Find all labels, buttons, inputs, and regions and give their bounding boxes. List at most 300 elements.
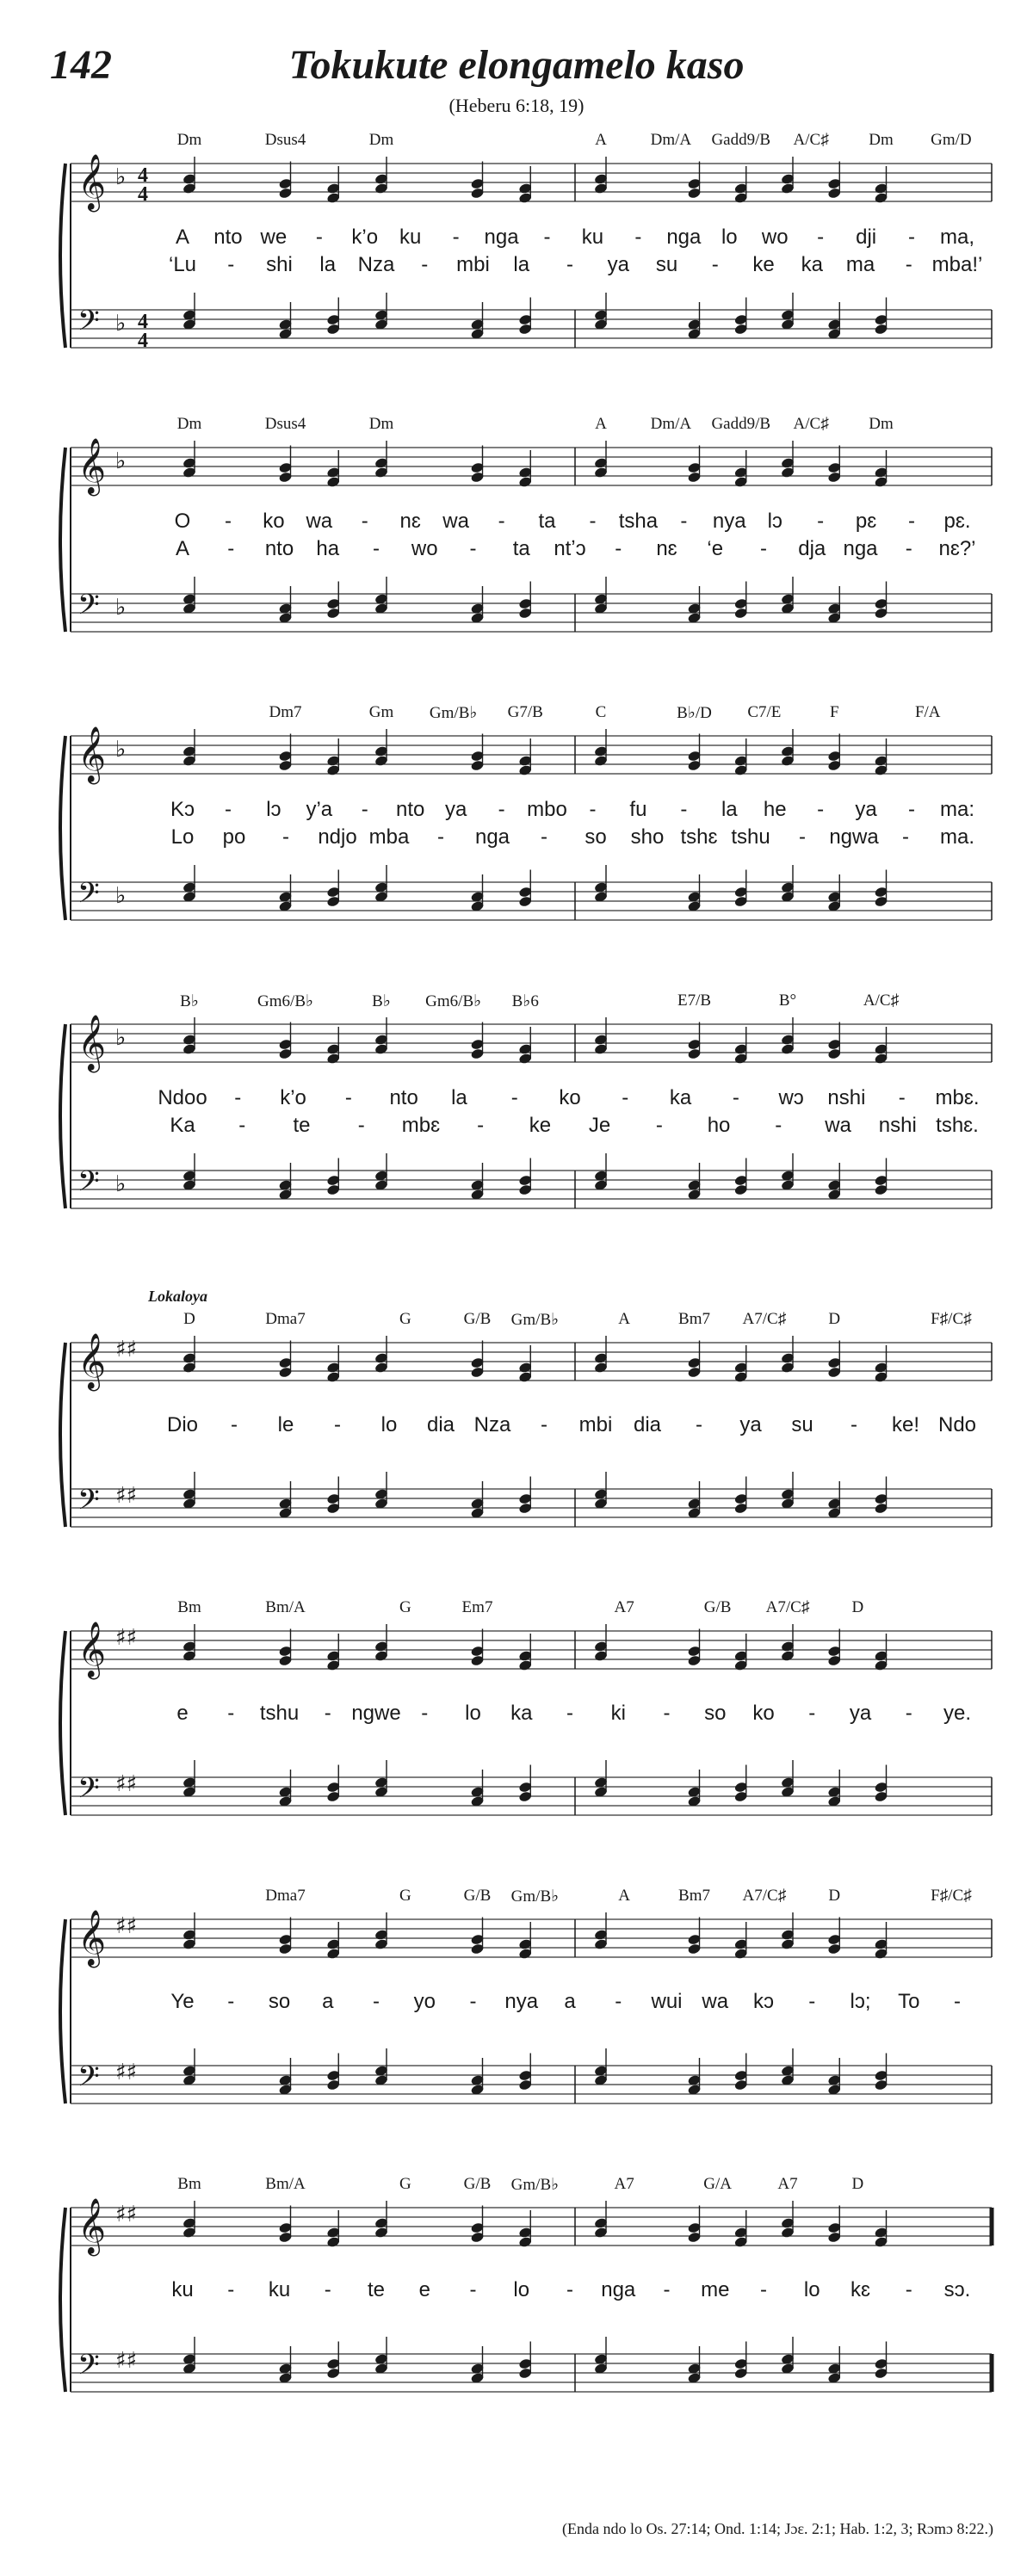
chord-symbol: Dsus4 [264,415,306,433]
lyric-syllable: ki [610,1702,626,1725]
chord-symbol: F♯/C♯ [931,1310,972,1328]
flat-icon: ♭ [115,164,127,190]
lyric-syllable: - [680,510,688,533]
chord-symbol: B° [778,991,797,1010]
chord-symbol: Gm/B♭ [510,1887,560,1906]
lyric-syllable: - [634,225,642,249]
lyric-syllable: wui [651,1990,683,2013]
lyric-syllable: - [615,1990,622,2013]
sharp-icon: ♯♯ [115,2348,138,2374]
chord-symbol: A7 [777,2175,798,2193]
time-signature: 4 [138,164,148,187]
treble-clef-icon: 𝄞 [77,726,107,782]
lyric-syllable: lɔ; [850,1990,871,2013]
flat-icon: ♭ [115,1025,127,1051]
chord-symbol: Gm/B♭ [510,2176,560,2194]
chord-symbol: A [618,1887,630,1905]
sharp-icon: ♯♯ [115,1771,138,1797]
lyric-syllable: - [589,798,597,821]
brace [60,164,65,348]
chord-symbol: Dm [368,415,394,433]
lyric-syllable: ya [607,253,629,276]
chord-symbol: Dma7 [265,1887,306,1905]
lyric-syllable: nga [484,225,519,249]
lyric-syllable: ‘e [707,537,724,560]
sharp-icon: ♯♯ [115,1913,138,1939]
chord-symbol: Dm [869,131,894,149]
lyric-syllable: wo [761,225,789,249]
lyric-syllable: nto [264,537,294,560]
chord-symbol: G/B [463,2175,492,2193]
bass-clef-icon: 𝄢 [77,1484,100,1523]
lyric-syllable: - [373,1990,380,2013]
lyric-syllable: nto [396,798,425,821]
lyric-syllable: wa [306,510,333,533]
lyric-syllable: tsha [618,510,659,533]
lyric-syllable: so [704,1702,727,1725]
lyric-syllable: pɛ [855,510,877,533]
lyric-syllable: nga [474,825,510,849]
time-signature: 4 [138,330,148,352]
lyric-syllable: - [799,825,806,849]
chord-symbol: Bm7 [678,1310,710,1328]
chord-symbol: Dm [869,415,894,433]
flat-icon: ♭ [115,595,127,621]
lyric-syllable: - [469,1990,477,2013]
lyric-syllable: - [227,2278,235,2301]
chord-symbol: Dm7 [269,703,302,721]
lyric-syllable: kɔ [753,1990,774,2013]
chord-symbol: Dm/A [650,131,692,149]
bass-clef-icon: 𝄢 [77,305,100,344]
bass-clef-icon: 𝄢 [77,589,100,628]
lyric-syllable: lɔ [266,798,281,821]
chord-symbol: G [399,2175,411,2193]
bass-clef-icon: 𝄢 [77,1772,100,1812]
chord-symbol: B♭ [372,992,391,1010]
chord-symbol: D [851,1598,864,1616]
treble-clef-icon: 𝄞 [77,2198,107,2254]
lyric-syllable: ye. [943,1702,972,1725]
lyric-syllable: te [293,1114,311,1137]
lyric-syllable: - [421,253,429,276]
lyric-syllable: sɔ. [943,2278,971,2301]
chord-symbol: D [851,2175,864,2193]
lyric-syllable: wa [702,1990,729,2013]
lyric-syllable: kɛ [850,2278,871,2301]
lyric-syllable: ma [845,253,875,276]
scripture-reference: (Heberu 6:18, 19) [448,95,585,116]
lyric-syllable: nɛ?’ [938,537,976,560]
sharp-icon: ♯♯ [115,1337,138,1362]
lyric-syllable: - [498,510,505,533]
lyric-syllable: - [954,1990,961,2013]
treble-clef-icon: 𝄞 [77,154,107,210]
lyric-syllable: - [908,510,916,533]
lyric-syllable: - [566,253,573,276]
chord-symbol: G [399,1598,411,1616]
brace [60,448,65,632]
lyric-syllable: a [564,1990,576,2013]
chord-symbol: Bm7 [678,1887,710,1905]
flat-icon: ♭ [115,448,127,474]
lyric-syllable: ngwe [351,1702,401,1725]
lyric-syllable: lo [465,1702,481,1725]
chord-symbol: A7 [614,2175,634,2193]
chord-symbol: Gm/B♭ [510,1311,560,1329]
lyric-syllable: - [510,1086,518,1109]
chord-symbol: Em7 [461,1598,493,1616]
sharp-icon: ♯♯ [115,1483,138,1509]
lyric-syllable: - [227,537,235,560]
lyric-syllable: e [418,2278,430,2301]
lyric-syllable: dia [426,1413,455,1436]
chord-symbol: A/C♯ [863,991,900,1010]
lyric-syllable: - [732,1086,739,1109]
flat-icon: ♭ [115,1171,127,1197]
lyric-syllable: - [775,1114,782,1137]
lyric-syllable: - [227,1702,235,1725]
lyric-syllable: Ndoo [158,1086,207,1109]
time-signature: 4 [138,183,148,206]
lyric-syllable: Lo [170,825,195,849]
lyric-syllable: mbi [456,253,490,276]
treble-clef-icon: 𝄞 [77,1622,107,1677]
lyric-syllable: - [905,537,912,560]
treble-clef-icon: 𝄞 [77,1910,107,1966]
flat-icon: ♭ [115,883,127,909]
lyric-syllable: - [452,225,460,249]
lyric-syllable: ya [739,1413,762,1436]
flat-icon: ♭ [115,737,127,763]
chord-symbol: Gm6/B♭ [425,992,482,1010]
lyric-syllable: - [851,1413,857,1436]
chord-symbol: Gadd9/B [711,131,771,149]
treble-clef-icon: 𝄞 [77,1015,107,1071]
lyric-syllable: ha [316,537,340,560]
lyric-syllable: - [905,1702,912,1725]
chord-symbol: G [399,1310,411,1328]
chord-symbol: G/B [703,1598,732,1616]
chord-symbol: Dm/A [650,415,692,433]
lyric-syllable: - [760,2278,767,2301]
hymn-title: Tokukute elongamelo kaso [288,42,745,88]
lyric-syllable: wa [442,510,469,533]
lyric-syllable: wa [825,1114,851,1137]
lyric-syllable: sho [630,825,665,849]
lyric-syllable: te [367,2278,386,2301]
lyric-syllable: ku [399,225,422,249]
lyric-syllable: mbɛ [401,1114,441,1137]
lyric-syllable: ko [752,1702,775,1725]
chord-symbol: F [829,703,839,721]
chord-symbol: F♯/C♯ [931,1887,972,1905]
lyric-syllable: Ka [170,1114,195,1137]
lyric-syllable: - [357,1114,365,1137]
chord-symbol: Dm [176,131,202,149]
music-system [53,1885,997,2143]
lyric-syllable: nɛ [399,510,421,533]
lyric-syllable: - [477,1114,485,1137]
lyric-syllable: - [238,1114,246,1137]
lyric-syllable: - [543,225,551,249]
lyric-syllable: - [817,225,825,249]
hymn-number: 142 [50,42,112,88]
lyric-syllable: su [791,1413,813,1436]
lyric-syllable: nya [712,510,746,533]
lyric-syllable: tshu [259,1702,300,1725]
music-system [53,129,997,387]
lyric-syllable: so [585,825,607,849]
tempo-marking: Lokaloya [148,1288,207,1305]
lyric-syllable: Ndo [937,1413,977,1436]
lyric-syllable: - [615,537,622,560]
chord-symbol: Bm [177,2175,201,2193]
lyric-syllable: ta [512,537,530,560]
lyric-syllable: tshɛ [680,825,718,849]
lyric-syllable: A [175,225,190,249]
chord-symbol: Gm/B♭ [429,704,478,722]
lyric-syllable: ma, [939,225,975,249]
lyric-syllable: - [421,1702,429,1725]
lyric-syllable: ‘Lu [168,253,197,276]
chord-symbol: Bm/A [265,2175,306,2193]
chord-symbol: A [595,415,607,433]
lyric-syllable: y’a [306,798,333,821]
lyric-syllable: la [513,253,530,276]
brace [60,1919,65,2103]
lyric-syllable: Dio [166,1413,199,1436]
lyric-syllable: we [260,225,288,249]
sharp-icon: ♯♯ [115,1625,138,1651]
lyric-syllable: - [361,510,368,533]
lyric-syllable: ku [581,225,604,249]
chord-symbol: A [618,1310,630,1328]
music-system [53,413,997,671]
staff-graphic [53,2173,997,2431]
lyric-syllable: - [498,798,505,821]
flat-icon: ♭ [115,311,127,337]
lyric-syllable: mbo [527,798,567,821]
lyric-syllable: wo [411,537,438,560]
lyric-syllable: ta [538,510,556,533]
lyric-syllable: ko [263,510,285,533]
lyric-syllable: k’o [280,1086,306,1109]
lyric-syllable: tshɛ. [936,1114,979,1137]
lyric-syllable: - [282,825,289,849]
lyric-syllable: ntʼɔ [554,537,586,560]
brace [60,1024,65,1208]
lyric-syllable: e [176,1702,189,1725]
lyric-syllable: - [224,798,232,821]
lyric-syllable: nga [601,2278,636,2301]
lyric-syllable: - [905,2278,912,2301]
bass-clef-icon: 𝄢 [77,877,100,917]
lyric-syllable: la [451,1086,467,1109]
lyric-syllable: po [222,825,246,849]
brace [60,2208,65,2392]
chord-symbol: A/C♯ [793,131,829,149]
music-system [53,701,997,960]
lyric-syllable: To [898,1990,920,2013]
lyric-syllable: - [680,798,688,821]
lyric-syllable: Kɔ [170,798,195,821]
lyric-syllable: la [721,798,738,821]
lyric-syllable: ma: [939,798,975,821]
chord-symbol: Bm [177,1598,201,1616]
lyric-syllable: - [808,1990,816,2013]
chord-symbol: G [399,1887,411,1905]
lyric-syllable: - [437,825,444,849]
chord-symbol: G/B [463,1310,492,1328]
lyric-syllable: lo [513,2278,530,2301]
time-signature: 4 [138,311,148,333]
staff-graphic [53,1597,997,1855]
lyric-syllable: ku [171,2278,194,2301]
lyric-syllable: - [541,1413,547,1436]
lyric-syllable: - [622,1086,629,1109]
lyric-syllable: - [469,2278,477,2301]
music-system [53,1288,997,1566]
lyric-syllable: ka [510,1702,533,1725]
chord-symbol: Bm/A [265,1598,306,1616]
sharp-icon: ♯♯ [115,2060,138,2085]
lyric-syllable: - [589,510,597,533]
lyric-syllable: - [905,253,912,276]
lyric-syllable: Nza [473,1413,511,1436]
lyric-syllable: - [566,1702,573,1725]
lyric-syllable: - [324,1702,331,1725]
chord-symbol: Gm [368,703,394,721]
lyric-syllable: - [696,1413,702,1436]
chord-symbol: Gadd9/B [711,415,771,433]
lyric-syllable: - [227,253,235,276]
lyric-syllable: shi [266,253,293,276]
lyric-syllable: lo [721,225,738,249]
lyric-syllable: - [898,1086,906,1109]
lyric-syllable: - [817,510,825,533]
lyric-syllable: k’o [351,225,379,249]
lyric-syllable: - [361,798,368,821]
chord-symbol: D [828,1310,841,1328]
chord-symbol: Gm6/B♭ [257,992,313,1010]
lyric-syllable: - [908,225,916,249]
lyric-syllable: mba [368,825,410,849]
lyric-syllable: pɛ. [943,510,971,533]
chord-symbol: D [828,1887,841,1905]
lyric-syllable: - [663,1702,671,1725]
lyric-syllable: - [373,537,380,560]
lyric-syllable: mbi [578,1413,613,1436]
chord-symbol: A7/C♯ [742,1887,787,1905]
lyric-syllable: ya [849,1702,872,1725]
lyric-syllable: ya [855,798,877,821]
chord-symbol: G/A [703,2175,732,2193]
lyric-syllable: nga [666,225,702,249]
music-system [53,990,997,1248]
lyric-syllable: mba!’ [931,253,983,276]
lyric-syllable: Je [588,1114,611,1137]
brace [60,1343,65,1527]
lyric-syllable: ngwa [829,825,879,849]
lyric-syllable: - [760,537,767,560]
bass-clef-icon: 𝄢 [77,2060,100,2100]
chord-symbol: Dsus4 [264,131,306,149]
chord-symbol: A7 [614,1598,634,1616]
lyric-syllable: dji [856,225,877,249]
lyric-syllable: - [224,510,232,533]
lyric-syllable: - [908,798,916,821]
lyric-syllable: ko [559,1086,581,1109]
lyric-syllable: nshi [827,1086,866,1109]
lyric-syllable: wɔ [778,1086,804,1109]
chord-symbol: B♭/D [677,704,712,722]
bass-clef-icon: 𝄢 [77,2349,100,2388]
staff-graphic [53,1308,997,1566]
lyric-syllable: fu [629,798,647,821]
lyric-syllable: nto [213,225,243,249]
lyric-syllable: ke [529,1114,552,1137]
chord-symbol: D [183,1310,195,1328]
sharp-icon: ♯♯ [115,2202,138,2227]
lyric-syllable: - [663,2278,671,2301]
lyric-syllable: ma. [939,825,975,849]
chord-symbol: G/B [463,1887,492,1905]
lyric-syllable: ya [444,798,467,821]
brace [60,1631,65,1815]
chord-symbol: Dm [176,415,202,433]
chord-symbol: A7/C♯ [765,1598,810,1616]
lyric-syllable: lo [803,2278,820,2301]
lyric-syllable: - [344,1086,352,1109]
lyric-syllable: nshi [878,1114,917,1137]
footer-references: (Enda ndo lo Os. 27:14; Ond. 1:14; Jɔɛ. 2:1; Hab. 1:2, 3; Rɔmɔ 8:22.) [561,2520,993,2537]
chord-symbol: C7/E [747,703,782,721]
lyric-syllable: dia [633,1413,662,1436]
lyric-syllable: Nza [357,253,395,276]
chord-symbol: B♭6 [511,992,539,1010]
lyric-syllable: nɛ [656,537,677,560]
lyric-syllable: nto [389,1086,418,1109]
brace [60,736,65,920]
chord-symbol: F/A [914,703,941,721]
lyric-syllable: ke [752,253,775,276]
lyric-syllable: a [322,1990,334,2013]
bass-clef-icon: 𝄢 [77,1165,100,1205]
chord-symbol: E7/B [677,991,712,1010]
lyric-syllable: ho [707,1114,731,1137]
lyric-syllable: - [234,1086,242,1109]
lyric-syllable: - [334,1413,341,1436]
lyric-syllable: - [541,825,547,849]
lyric-syllable: ku [268,2278,291,2301]
lyric-syllable: ka [801,253,823,276]
lyric-syllable: - [655,1114,663,1137]
lyric-syllable: me [701,2278,730,2301]
lyric-syllable: he [763,798,787,821]
lyric-syllable: so [268,1990,291,2013]
lyric-syllable: - [566,2278,573,2301]
lyric-syllable: nga [843,537,878,560]
lyric-syllable: - [227,1990,235,2013]
lyric-syllable: su [655,253,678,276]
lyric-syllable: tshu [731,825,770,849]
lyric-syllable: la [319,253,337,276]
lyric-syllable: - [808,1702,816,1725]
treble-clef-icon: 𝄞 [77,438,107,494]
lyric-syllable: - [315,225,323,249]
lyric-syllable: mbɛ. [935,1086,980,1109]
